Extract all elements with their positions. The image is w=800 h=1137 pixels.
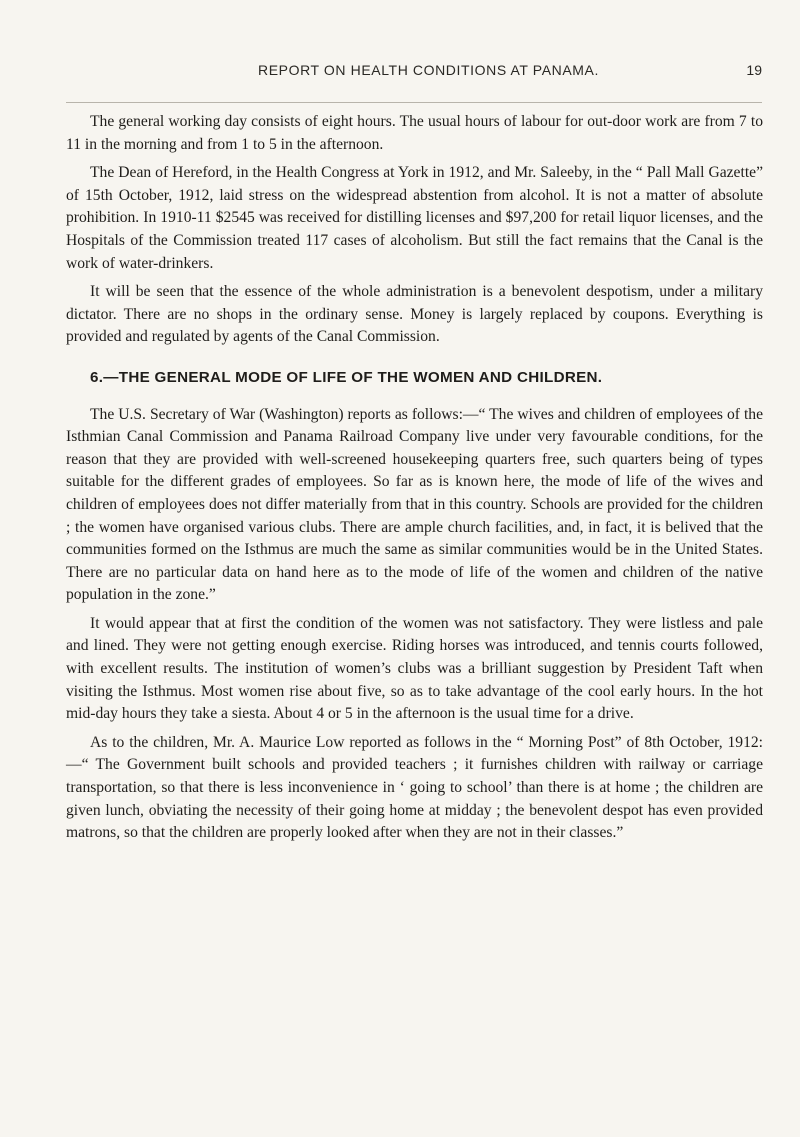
page-number: 19 — [746, 62, 762, 78]
paragraph-alcohol: The Dean of Hereford, in the Health Congress at York in 1912, and Mr. Saleeby, in the “ Pall Mall Gazette” of 15th October, 1912, laid stress on the widespread abstention from alcohol. It is not a matter of absolute prohibition. In 1910-11 $2545 was received for distilling licenses and $97,200 for retail liquor licenses, and the Hospitals of the Commission treated 117 cases of alcoholism. But still the fact remains that the Canal is the work of water-drinkers. — [66, 164, 763, 272]
header-rule — [66, 102, 762, 103]
section-heading: 6.—THE GENERAL MODE OF LIFE OF THE WOMEN AND CHILDREN. — [90, 368, 603, 386]
paragraph-children: As to the children, Mr. A. Maurice Low reported as follows in the “ Morning Post” of 8th October, 1912:—“ The Government built schools and provided teachers ; it furnishes children with railway or carriage transportation, so that there is less inconvenience in ‘ going to school’ than there is at home ; the children are given lunch, obviating the necessity of their going home at midday ; the benevolent despot has even provided matrons, so that the children are properly looked after when they are not in their classes.” — [66, 733, 763, 842]
paragraph-working-hours: The general working day consists of eight hours. The usual hours of labour for out-door work are from 7 to 11 in the morning and from 1 to 5 in the afternoon. — [66, 113, 763, 153]
running-title: REPORT ON HEALTH CONDITIONS AT PANAMA. — [258, 62, 599, 78]
body-text — [66, 111, 763, 851]
paragraph-secretary-report: The U.S. Secretary of War (Washington) reports as follows:—“ The wives and children of employees of the Isthmian Canal Commission and Panama Railroad Company live under very favourable conditions, for the reason that they are provided with well-screened housekeeping quarters free, such quarters being of types suitable for the different grades of employees. So far as is known here, the mode of life of the wives and children of employees does not differ materially from that in this country. Schools are provided for the children ; the women have organised various clubs. There are ample church facilities, and, in fact, it is belived that the communities formed on the Isthmus are much the same as similar communities would be in the United States. There are no particular data on hand here as to the mode of life of the women and children of the native population in the zone.” — [66, 405, 763, 604]
paragraph-women-condition: It would appear that at first the condition of the women was not satisfactory. They were listless and pale and lined. They were not getting enough exercise. Riding horses was introduced, and tennis courts followed, with excellent results. The institution of women’s clubs was a brilliant suggestion by President Taft when visiting the Isthmus. Most women rise about five, so as to take advantage of the cool early hours. In the hot mid-day hours they take a siesta. About 4 or 5 in the afternoon is the usual time for a drive. — [66, 614, 763, 723]
paragraph-administration: It will be seen that the essence of the whole administration is a benevolent despotism, under a military dictator. There are no shops in the ordinary sense. Money is largely replaced by coupons. Everything is provided and regulated by agents of the Canal Commission. — [66, 283, 763, 346]
